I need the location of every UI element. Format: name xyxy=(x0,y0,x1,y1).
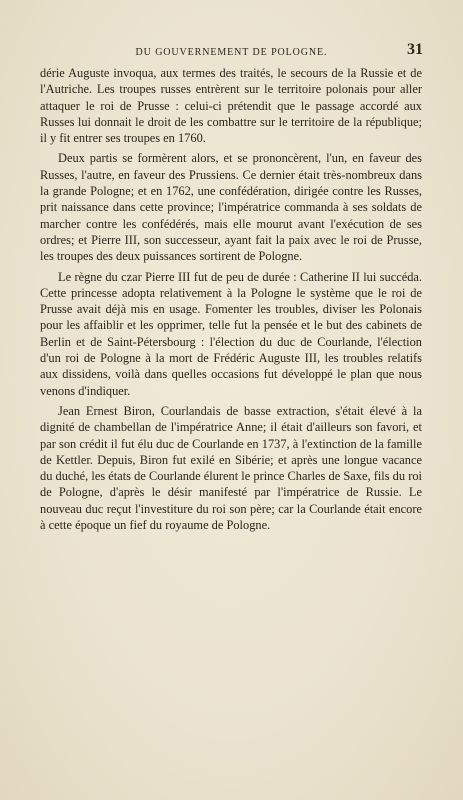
page-header xyxy=(40,41,423,63)
body-text xyxy=(40,65,422,537)
paragraph-continuation: dérie Auguste invoqua, aux termes des traités, le secours de la Russie et de l'Autriche. Les troupes russes entrèrent sur le territoire polonais pour aller attaquer le roi de Prusse : celui-ci prétendit que le passage accordé aux Russes lui donnait le droit de les combattre sur le territoire de la république; il y fit entrer ses troupes en 1760. xyxy=(40,66,422,146)
running-title: DU GOUVERNEMENT DE POLOGNE. xyxy=(135,47,328,58)
paragraph: Deux partis se formèrent alors, et se prononcèrent, l'un, en faveur des Russes, l'autre, en faveur des Prussiens. Ce dernier était très-nombreux dans la grande Pologne; et en 1762, une confédération, dirigée contre les Russes, prit naissance dans cette province; l'impératrice commanda à ses soldats de marcher contre les confédérés, mais elle mourut avant l'exécution de ses ordres; et Pierre III, son successeur, ayant fait la paix avec le roi de Prusse, les troupes des deux puissances sortirent de Pologne. xyxy=(40,151,422,264)
paragraph: Le règne du czar Pierre III fut de peu de durée : Catherine II lui succéda. Cette princesse adopta relativement à la Pologne le système que le roi de Prusse avait déjà mis en usage. Fomenter les troubles, diviser les Polonais pour les affaiblir et les opprimer, telle fut la pensée et le but des cabinets de Berlin et de Saint-Pétersbourg : l'élection du duc de Courlande, l'élection d'un roi de Pologne à la mort de Frédéric Auguste III, les troubles relatifs aux dissidens, voilà dans quelles occasions fut développé le plan que nous venons d'indiquer. xyxy=(40,269,422,398)
paragraph: Jean Ernest Biron, Courlandais de basse extraction, s'était élevé à la dignité de chambellan de l'impératrice Anne; il était d'ailleurs son favori, et par son crédit il fut élu duc de Courlande en 1737, à l'extinction de la famille de Kettler. Depuis, Biron fut exilé en Sibérie; et après une longue vacance du duché, les états de Courlande élurent le prince Charles de Saxe, fils du roi de Pologne, d'après le désir manifesté par l'impératrice de Russie. Le nouveau duc reçut l'investiture du roi son père; car la Courlande était encore à cette époque un fief du royaume de Pologne. xyxy=(40,403,422,533)
page-number: 31 xyxy=(407,41,423,58)
